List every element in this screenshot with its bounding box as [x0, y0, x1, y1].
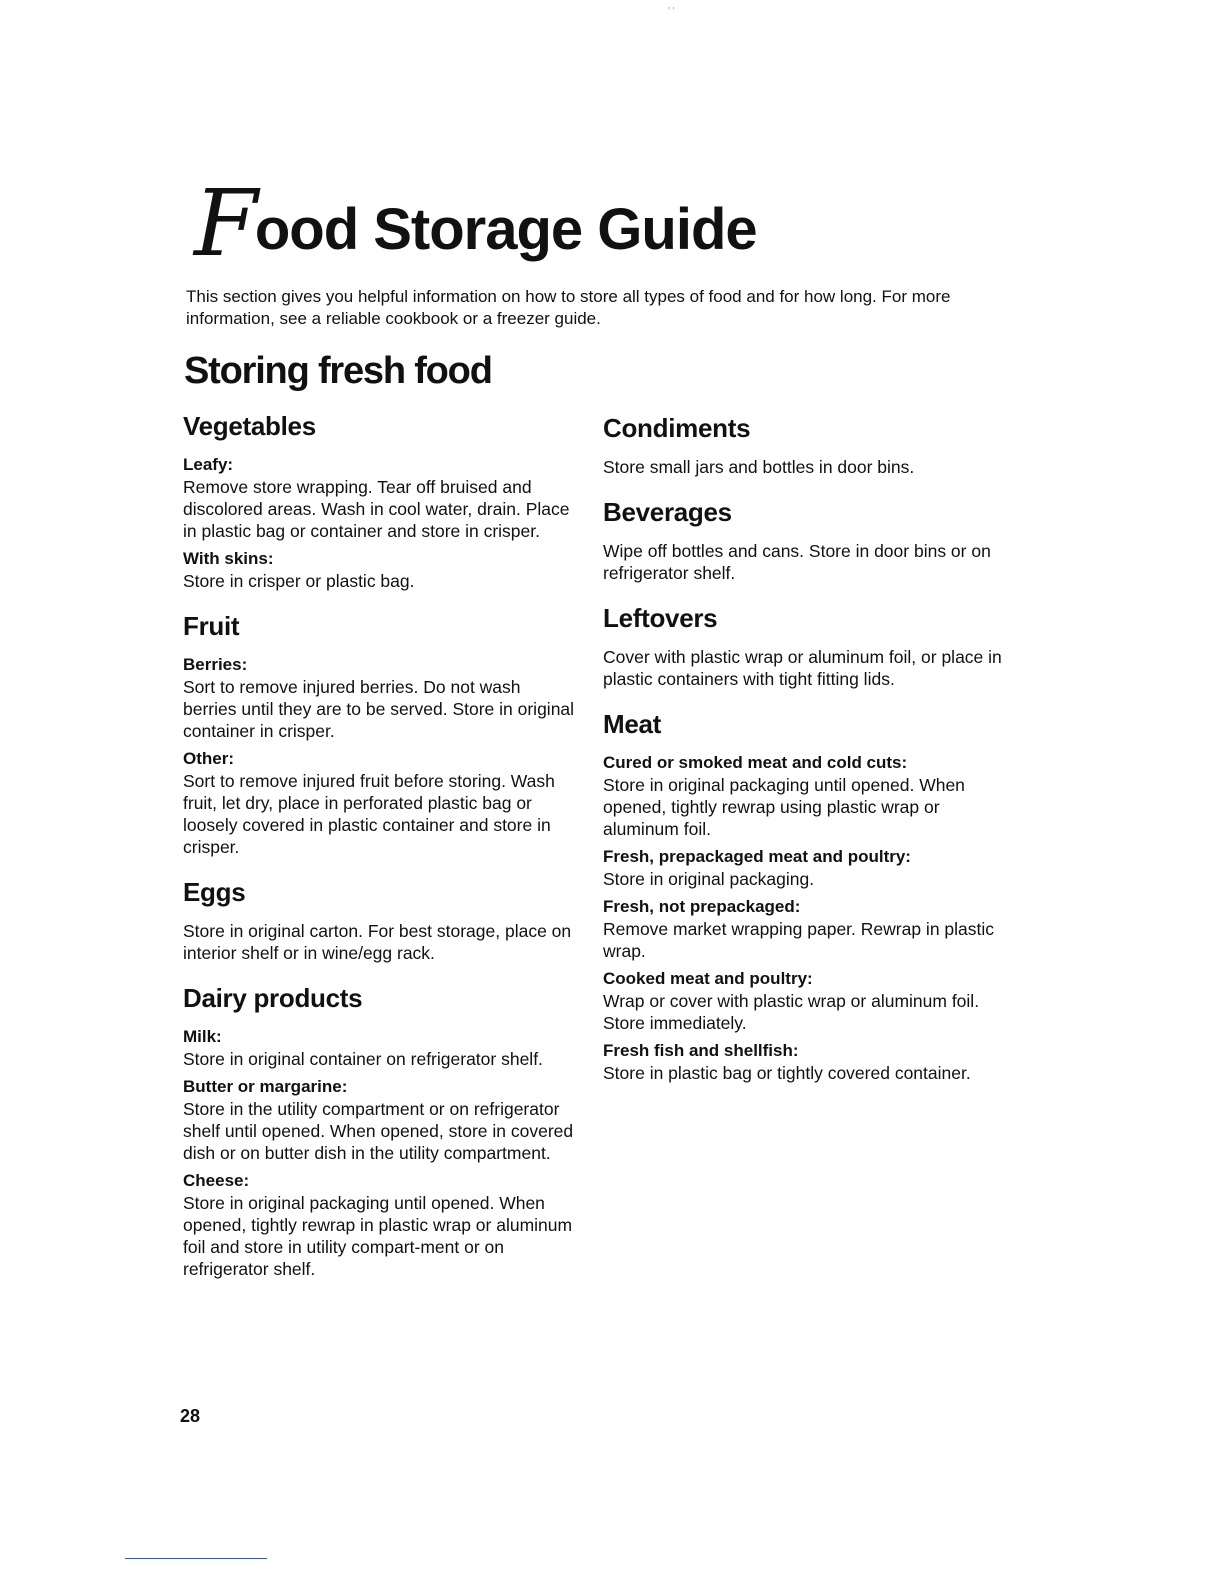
item-text: Remove market wrapping paper. Rewrap in plastic wrap. [603, 919, 995, 961]
storage-item [603, 456, 1003, 478]
storage-item [603, 896, 1003, 962]
category-condiments [603, 412, 1003, 478]
storage-item [603, 1040, 1003, 1084]
item-label: Fresh fish and shellfish: [603, 1041, 799, 1060]
storage-item [603, 752, 1003, 840]
intro-text: This section gives you helpful information on how to store all types of food and for how long. For more information, see a reliable cookbook or a freezer guide. [186, 287, 951, 328]
item-text: Wrap or cover with plastic wrap or aluminum foil. Store immediately. [603, 991, 980, 1033]
item-label: Fresh, prepackaged meat and poultry: [603, 847, 911, 866]
item-text: Store in original carton. For best storage, place on interior shelf or in wine/egg rack. [183, 921, 572, 963]
storage-item [603, 968, 1003, 1034]
item-label: Leafy: [183, 455, 234, 474]
item-label: Cured or smoked meat and cold cuts: [603, 753, 908, 772]
title-rest: ood Storage Guide [254, 197, 757, 262]
category-heading: Eggs [183, 877, 246, 907]
item-text: Wipe off bottles and cans. Store in door bins or on refrigerator shelf. [603, 541, 991, 583]
item-text: Store in original packaging until opened. When opened, tightly rewrap using plastic wrap or aluminum foil. [603, 775, 965, 839]
item-label: Cooked meat and poultry: [603, 969, 813, 988]
section-title: Storing fresh food [184, 350, 492, 392]
item-text: Store small jars and bottles in door bins. [603, 457, 915, 477]
item-text: Store in original packaging. [603, 869, 815, 889]
category-beverages [603, 496, 1003, 584]
item-label: Milk: [183, 1027, 222, 1046]
item-label: Fresh, not prepackaged: [603, 897, 801, 916]
category-heading: Condiments [603, 413, 751, 443]
category-heading: Dairy products [183, 983, 363, 1013]
item-text: Store in plastic bag or tightly covered container. [603, 1063, 971, 1083]
page-title [194, 170, 757, 277]
item-text: Store in original packaging until opened. When opened, tightly rewrap in plastic wrap or aluminum foil and store in utility compart-ment or on refrigerator shelf. [183, 1193, 573, 1279]
storage-item [183, 920, 578, 964]
category-leftovers [603, 602, 1003, 690]
page-number: 28 [180, 1406, 201, 1426]
category-eggs [183, 876, 578, 964]
left-column [183, 410, 578, 1298]
item-label: Cheese: [183, 1171, 250, 1190]
storage-item [183, 748, 578, 858]
category-heading: Leftovers [603, 603, 718, 633]
item-label: Other: [183, 749, 234, 768]
right-column [603, 412, 1003, 1102]
category-heading: Fruit [183, 611, 240, 641]
item-text: Store in crisper or plastic bag. [183, 571, 415, 591]
category-dairy-products [183, 982, 578, 1280]
storage-item [183, 548, 578, 592]
category-heading: Meat [603, 709, 662, 739]
storage-item [183, 654, 578, 742]
item-label: With skins: [183, 549, 274, 568]
storage-item [603, 846, 1003, 890]
item-text: Store in original container on refrigerator shelf. [183, 1049, 543, 1069]
storage-item [183, 1076, 578, 1164]
category-fruit [183, 610, 578, 858]
item-text: Remove store wrapping. Tear off bruised and discolored areas. Wash in cool water, drain. Place in plastic bag or container and store in crisper. [183, 477, 570, 541]
item-label: Berries: [183, 655, 248, 674]
category-meat [603, 708, 1003, 1084]
title-initial: F [194, 170, 257, 277]
footer-rule [125, 1558, 267, 1559]
item-label: Butter or margarine: [183, 1077, 348, 1096]
storage-item [603, 646, 1003, 690]
storage-item [183, 454, 578, 542]
category-heading: Beverages [603, 497, 732, 527]
category-heading: Vegetables [183, 411, 316, 441]
storage-item [183, 1170, 578, 1280]
item-text: Cover with plastic wrap or aluminum foil, or place in plastic containers with tight fitting lids. [603, 647, 1002, 689]
category-vegetables [183, 410, 578, 592]
storage-item [183, 1026, 578, 1070]
storage-item [603, 540, 1003, 584]
item-text: Store in the utility compartment or on refrigerator shelf until opened. When opened, store in covered dish or on butter dish in the utility compartment. [183, 1099, 574, 1163]
item-text: Sort to remove injured berries. Do not wash berries until they are to be served. Store in original container in crisper. [183, 677, 575, 741]
item-text: Sort to remove injured fruit before storing. Wash fruit, let dry, place in perforated plastic bag or loosely covered in plastic container and store in crisper. [183, 771, 555, 857]
top-mark: ' ' [668, 6, 675, 17]
